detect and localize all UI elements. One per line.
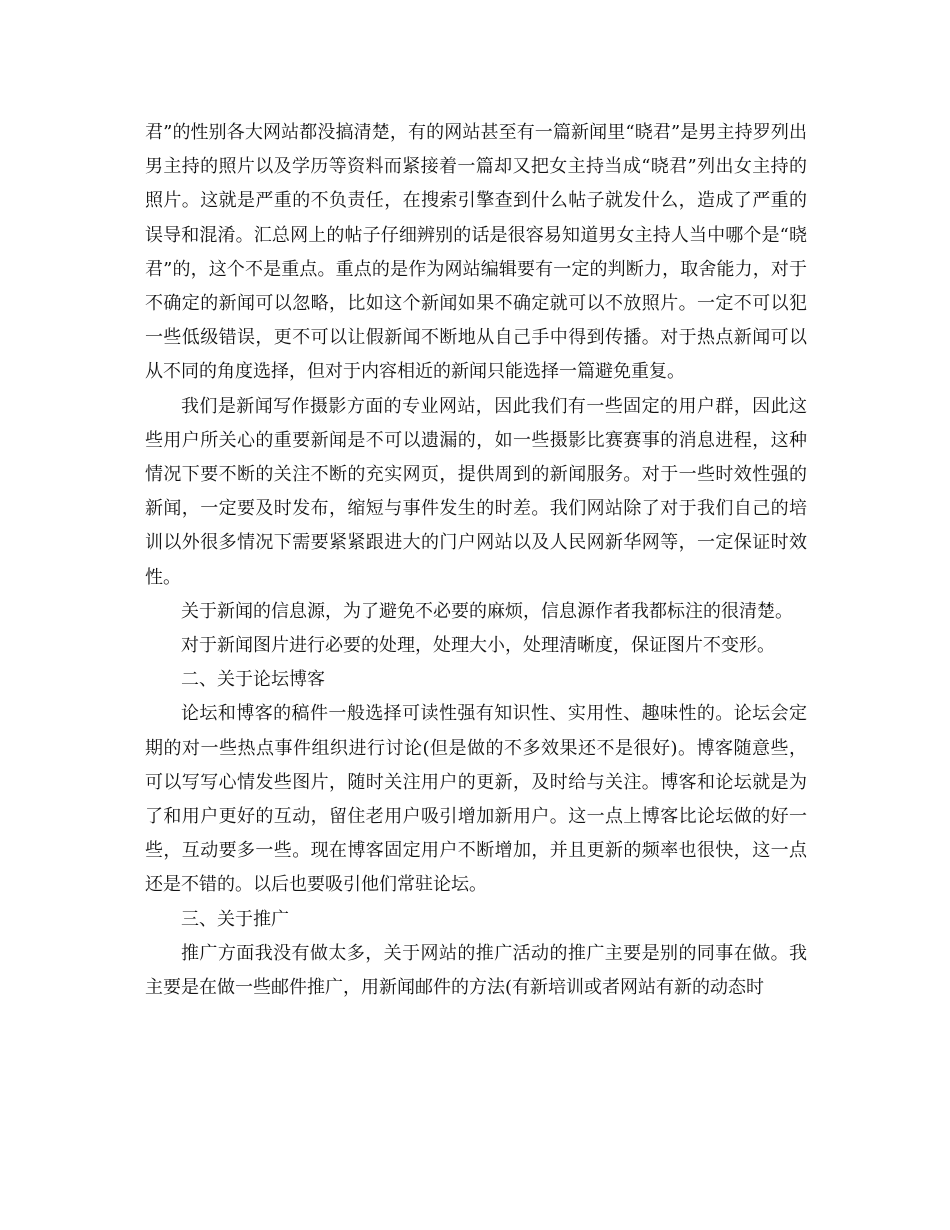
paragraph-1: 君”的性别各大网站都没搞清楚，有的网站甚至有一篇新闻里“晓君”是男主持罗列出男主持的照片以及学历等资料而紧接着一篇却又把女主持当成“晓君”列出女主持的照片。这就是严重的不负责任，在搜索引擎查到什么帖子就发什么，造成了严重的误导和混淆。汇总网上的帖子仔细辨别的话是很容易知道男女主持人当中哪个是“晓君”的，这个不是重点。重点的是作为网站编辑要有一定的判断力，取舍能力，对于不确定的新闻可以忽略，比如这个新闻如果不确定就可以不放照片。一定不可以犯一些低级错误，更不可以让假新闻不断地从自己手中得到传播。对于热点新闻可以从不同的角度选择，但对于内容相近的新闻只能选择一篇避免重复。 (145, 122, 807, 383)
paragraph-3: 关于新闻的信息源，为了避免不必要的麻烦，信息源作者我都标注的很清楚。 (181, 600, 793, 622)
paragraph-5: 论坛和博客的稿件一般选择可读性强有知识性、实用性、趣味性的。论坛会定期的对一些热点事件组织进行讨论(但是做的不多效果还不是很好)。博客随意些，可以写写心情发些图片，随时关注用户的更新，及时给与关注。博客和论坛就是为了和用户更好的互动，留住老用户吸引增加新用户。这一点上博客比论坛做的好一些，互动要多一些。现在博客固定用户不断增加，并且更新的频率也很快，这一点还是不错的。以后也要吸引他们常驻论坛。 (145, 703, 807, 896)
section-heading-promotion: 三、关于推广 (181, 908, 289, 930)
document-body (145, 116, 807, 1005)
paragraph-2: 我们是新闻写作摄影方面的专业网站，因此我们有一些固定的用户群，因此这些用户所关心的重要新闻是不可以遗漏的，如一些摄影比赛赛事的消息进程，这种情况下要不断的关注不断的充实网页，提供周到的新闻服务。对于一些时效性强的新闻，一定要及时发布，缩短与事件发生的时差。我们网站除了对于我们自己的培训以外很多情况下需要紧紧跟进大的门户网站以及人民网新华网等，一定保证时效性。 (145, 395, 807, 588)
paragraph-6: 推广方面我没有做太多，关于网站的推广活动的推广主要是别的同事在做。我主要是在做一些邮件推广，用新闻邮件的方法(有新培训或者网站有新的动态时 (145, 942, 807, 999)
section-heading-forum-blog: 二、关于论坛博客 (181, 669, 325, 691)
paragraph-4: 对于新闻图片进行必要的处理，处理大小，处理清晰度，保证图片不变形。 (181, 635, 775, 657)
